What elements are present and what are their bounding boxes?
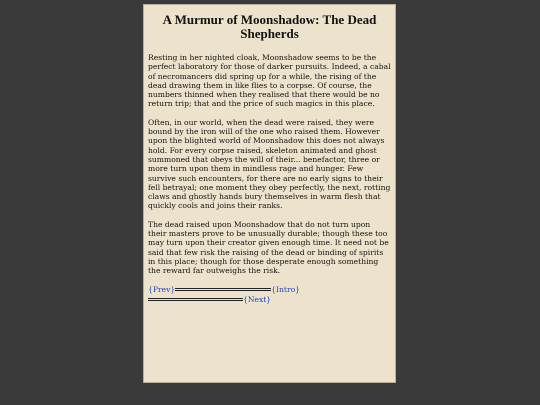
content-page: [143, 4, 396, 383]
intro-link[interactable]: {Intro}: [271, 284, 300, 294]
divider-line: [175, 288, 271, 291]
divider-line: [148, 298, 243, 301]
nav-row-2: [148, 295, 391, 305]
next-link[interactable]: {Next}: [243, 294, 272, 304]
page-title: A Murmur of Moonshadow: The Dead Shepherds: [162, 12, 377, 41]
navigation-bar: [148, 285, 391, 305]
nav-row-1: [148, 285, 391, 295]
paragraph-2: Often, in our world, when the dead were raised, they were bound by the iron will of the one who raised them. However upon the blighted world of Moonshadow this does not always hold. For every corpse raised, skeleton animated and ghost summoned that obeys the will of their... benefactor, three or more turn upon them in mindless rage and hunger. Few survive such encounters, for there are no early signs to their fell betrayal; one moment they obey perfectly, the next, rotting claws and ghostly hands bury themselves in warm flesh that quickly cools and joins their ranks.: [148, 117, 391, 211]
paragraph-3: The dead raised upon Moonshadow that do not turn upon their masters prove to be unusually durable; though these too may turn upon their creator given enough time. It need not be said that few risk the raising of the dead or binding of spirits in this place; though for those desperate enough something the reward far outweighs the risk.: [148, 219, 389, 276]
paragraph-1: Resting in her nighted cloak, Moonshadow seems to be the perfect laboratory for those of darker pursuits. Indeed, a cabal of necromancers did spring up for a while, the rising of the dead drawing them in like flies to a corpse. Of course, the numbers thinned when they realised that there would be no return trip; that and the price of such magics in this place.: [148, 53, 391, 109]
prev-link[interactable]: {Prev}: [148, 284, 176, 294]
